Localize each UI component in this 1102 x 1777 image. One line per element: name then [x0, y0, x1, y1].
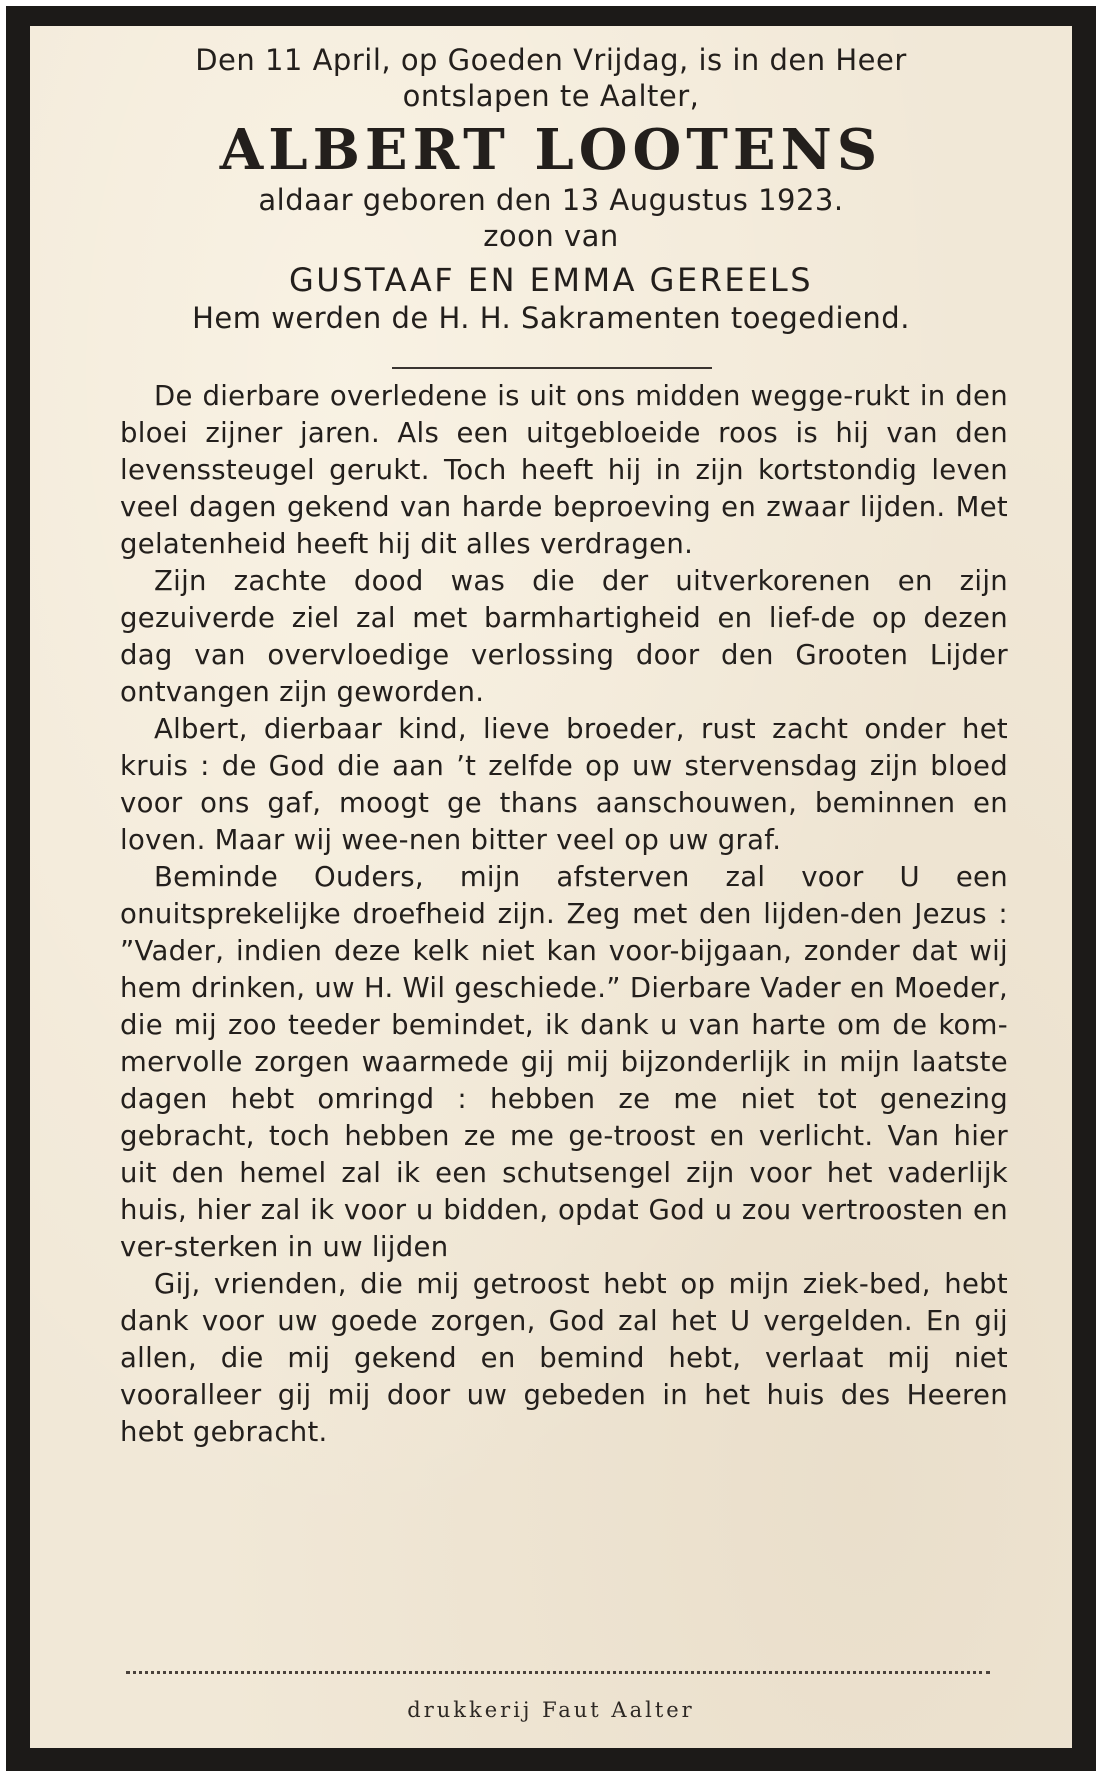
son-of-line: zoon van	[483, 219, 619, 253]
death-place-line: ontslapen te Aalter,	[402, 79, 700, 113]
dotted-divider	[126, 1671, 990, 1674]
sacraments-line: Hem werden de H. H. Sakramenten toegediend.	[192, 301, 910, 335]
birth-line: aldaar geboren den 13 Augustus 1923.	[258, 183, 844, 217]
memorial-card	[6, 6, 1096, 1771]
printer-credit: drukkerij Faut Aalter	[407, 1698, 695, 1722]
death-notice-line: Den 11 April, op Goeden Vrijdag, is in den Heer	[195, 43, 907, 77]
deceased-name: ALBERT LOOTENS	[219, 117, 883, 183]
memorial-text	[120, 378, 1008, 1451]
paragraph-4: Beminde Ouders, mijn afsterven zal voor U een onuitsprekelijke droefheid zijn. Zeg met den lijden-den Jezus : ”Vader, indien deze kelk niet kan voor-bijgaan, zonder dat wij hem drinken, uw H. Wil geschiede.” Dierbare Vader en Moeder, die mij zoo teeder bemindet, ik dank u van harte om de kom-mervolle zorgen waarmede gij mij bijzonderlijk in mijn laatste dagen hebt omringd : hebben ze me niet tot genezing gebracht, toch hebben ze me ge-troost en verlicht. Van hier uit den hemel zal ik een schutsengel zijn voor het vaderlijk huis, hier zal ik voor u bidden, opdat God u zou vertroosten en ver-sterken in uw lijden	[120, 861, 1008, 1263]
paragraph-5: Gij, vrienden, die mij getroost hebt op mijn ziek-bed, hebt dank voor uw goede zorgen, God zal het U vergelden. En gij allen, die mij gekend en bemind hebt, verlaat mij niet vooralleer gij mij door uw gebeden in het huis des Heeren hebt gebracht.	[120, 1268, 1008, 1448]
paragraph-2: Zijn zachte dood was die der uitverkorenen en zijn gezuiverde ziel zal met barmhartigheid en lief-de op dezen dag van overvloedige verlossing door den Grooten Lijder ontvangen zijn geworden.	[120, 565, 1008, 708]
paragraph-1: De dierbare overledene is uit ons midden wegge-rukt in den bloei zijner jaren. Als een uitgebloeide roos is hij van den levenssteugel gerukt. Toch heeft hij in zijn kortstondig leven veel dagen gekend van harde beproeving en zwaar lijden. Met gelatenheid heeft hij dit alles verdragen.	[120, 380, 1008, 560]
paragraph-3: Albert, dierbaar kind, lieve broeder, rust zacht onder het kruis : de God die aan ’t zelfde op uw stervensdag zijn bloed voor ons gaf, moogt ge thans aanschouwen, beminnen en loven. Maar wij wee-nen bitter veel op uw graf.	[120, 713, 1008, 856]
card-paper	[30, 26, 1072, 1748]
card-header	[30, 42, 1072, 336]
header-divider	[392, 367, 712, 369]
parents-names: GUSTAAF EN EMMA GEREELS	[289, 261, 813, 299]
